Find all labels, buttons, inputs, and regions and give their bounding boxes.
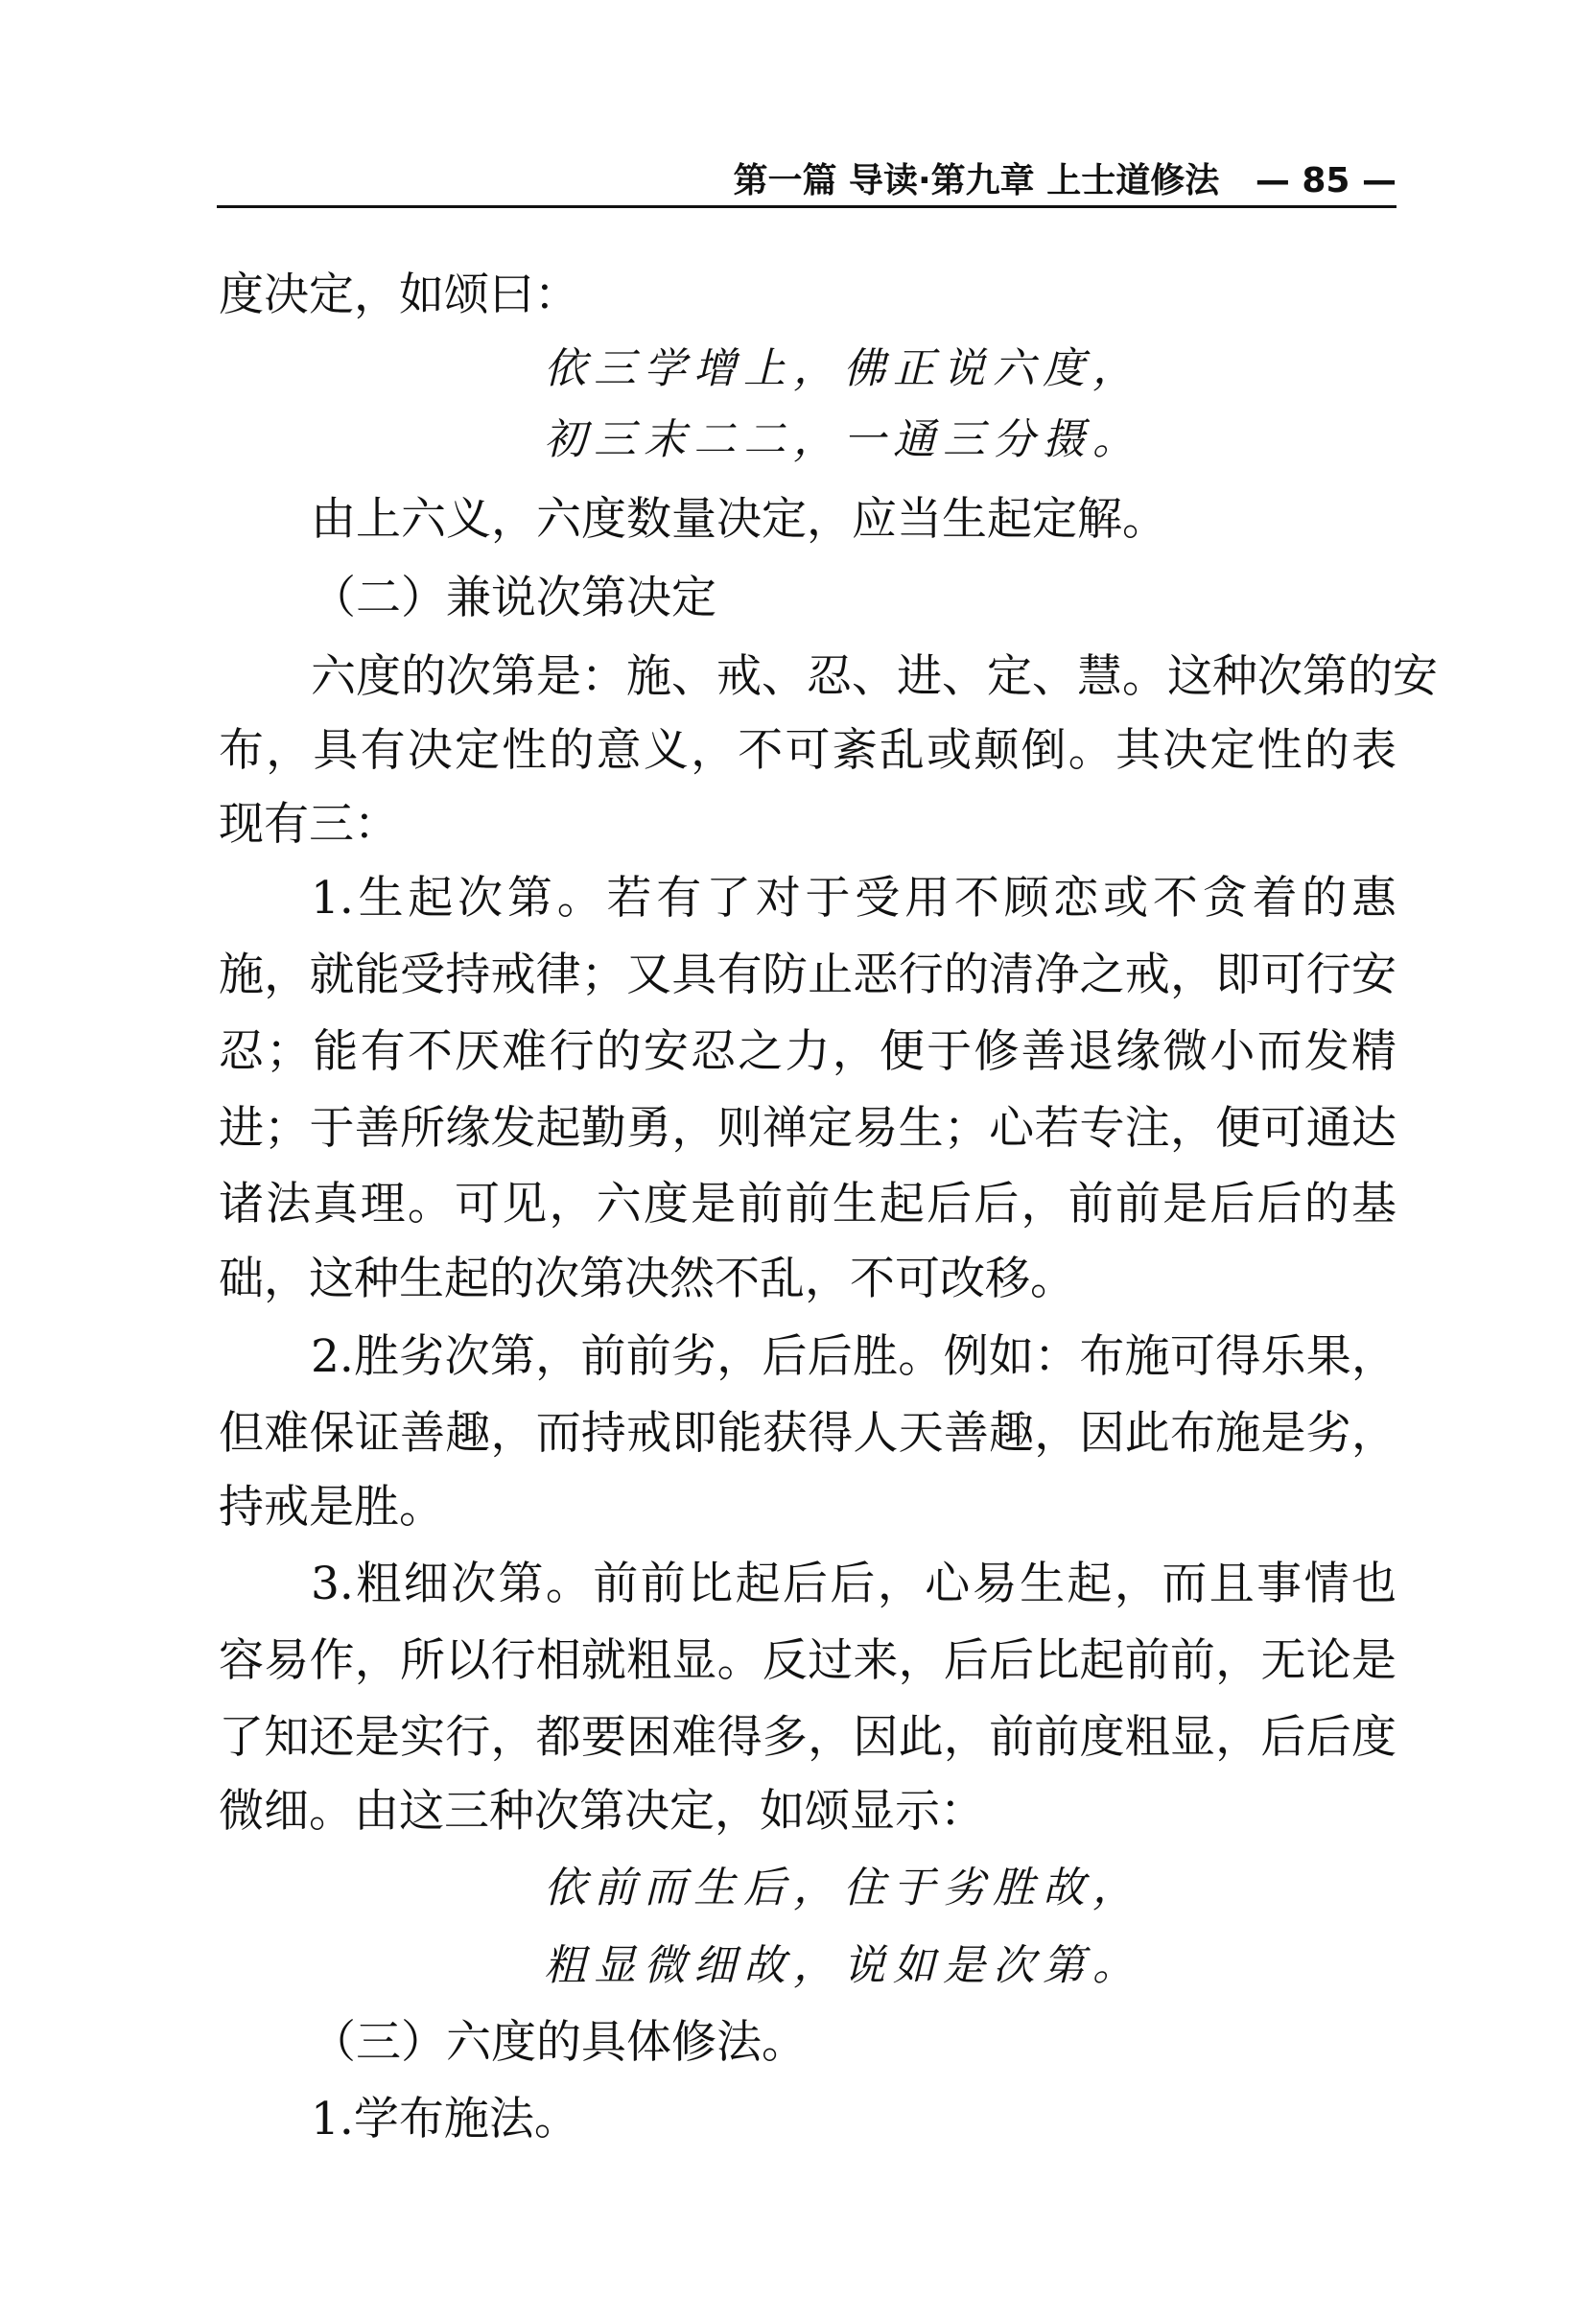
verse-line: 初三末二二，一通三分摄。 (544, 415, 1142, 464)
text-line: 现有三： (219, 798, 399, 851)
header-rule (217, 205, 1396, 208)
verse-line: 粗显微细故，说如是次第。 (544, 1941, 1142, 1990)
text-line: 六度的次第是：施、戒、忍、进、定、慧。这种次第的安 (311, 650, 1438, 703)
text-line: 但难保证善趣，而持戒即能获得人天善趣，因此布施是劣， (219, 1407, 1396, 1460)
text-line: 1.生起次第。若有了对于受用不顾恋或不贪着的惠 (311, 872, 1396, 925)
running-title: 第一篇 导读·第九章 上士道修法 (733, 161, 1220, 200)
running-header (662, 153, 1396, 202)
subsection-heading: 1.学布施法。 (311, 2093, 579, 2146)
text-line: 忍；能有不厌难行的安忍之力，便于修善退缘微小而发精 (219, 1025, 1396, 1078)
text-line: 容易作，所以行相就粗显。反过来，后后比起前前，无论是 (219, 1634, 1396, 1687)
verse-line: 依前而生后，住于劣胜故， (544, 1864, 1142, 1912)
section-heading: （三）六度的具体修法。 (311, 2016, 807, 2069)
text-line: 2.胜劣次第，前前劣，后后胜。例如：布施可得乐果， (311, 1330, 1396, 1383)
text-line: 诸法真理。可见，六度是前前生起后后，前前是后后的基 (219, 1178, 1396, 1231)
verse-line: 依三学增上，佛正说六度， (544, 344, 1142, 393)
page-number: — 85 — (1255, 161, 1396, 200)
text-line: 进；于善所缘发起勤勇，则禅定易生；心若专注，便可通达 (219, 1102, 1396, 1155)
text-line: 持戒是胜。 (219, 1481, 444, 1534)
text-line: 础，这种生起的次第决然不乱，不可改移。 (219, 1253, 1075, 1305)
text-line: 度决定，如颂曰： (219, 269, 579, 321)
text-line: 布，具有决定性的意义，不可紊乱或颠倒。其决定性的表 (219, 724, 1396, 777)
text-line: 由上六义，六度数量决定，应当生起定解。 (311, 493, 1167, 546)
section-heading: （二）兼说次第决定 (311, 572, 716, 624)
text-line: 微细。由这三种次第决定，如颂显示： (219, 1785, 985, 1838)
text-line: 3.粗细次第。前前比起后后，心易生起，而且事情也 (311, 1558, 1396, 1610)
text-line: 了知还是实行，都要困难得多，因此，前前度粗显，后后度 (219, 1711, 1396, 1764)
text-line: 施，就能受持戒律；又具有防止恶行的清净之戒，即可行安 (219, 949, 1396, 1001)
